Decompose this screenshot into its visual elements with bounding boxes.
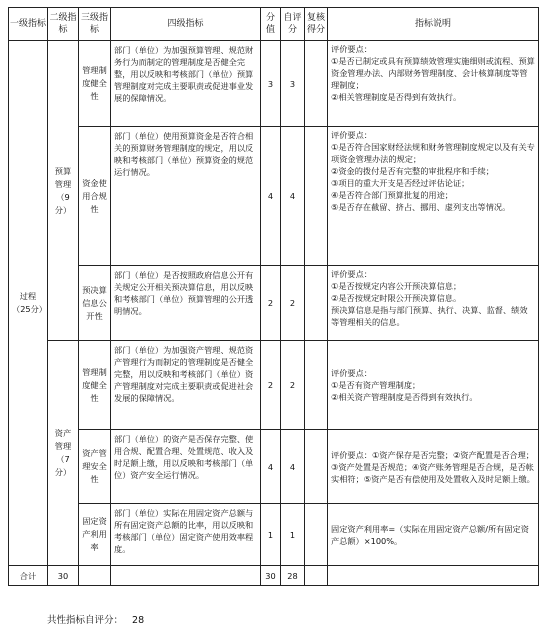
explanation-line: ①是否已制定或具有预算绩效管理实施细则或流程、预算资金管理办法、内部财务管理制度、会计核算制度等管理制度； <box>331 56 535 90</box>
total-score: 30 <box>261 566 281 586</box>
explanation-line: ②资金的拨付是否有完整的审批程序和手续； <box>331 166 494 176</box>
explanation-line: 预决算信息是指与部门预算、执行、决算、监督、绩效等管理相关的信息。 <box>331 305 528 327</box>
table-row <box>9 504 539 566</box>
explanation-line: ⑤是否存在截留、挤占、挪用、虚列支出等情况。 <box>331 202 511 212</box>
total-row <box>9 566 539 586</box>
explanation-cell <box>328 41 539 127</box>
total-label: 合计 <box>9 566 48 586</box>
explanation-line: ②是否按规定时限公开预决算信息。 <box>331 293 462 303</box>
level2-label: 资产管理（7分） <box>54 428 72 477</box>
explanation-line: ①是否符合国家财经法规和财务管理制度规定以及有关专项资金管理办法的规定； <box>331 142 535 164</box>
review-score-cell <box>305 341 328 430</box>
level3-cell: 固定资产利用率 <box>79 504 111 566</box>
header-level2: 二级指标 <box>48 8 79 41</box>
explanation-cell <box>328 127 539 266</box>
score-cell: 4 <box>261 430 281 504</box>
score-cell: 2 <box>261 341 281 430</box>
level3-cell: 资金使用合规性 <box>79 127 111 266</box>
explanation-line: ③项目的重大开支是否经过评估论证； <box>331 178 470 188</box>
header-row <box>9 8 539 41</box>
review-score-cell <box>305 504 328 566</box>
score-cell: 2 <box>261 266 281 341</box>
level2-cell <box>48 41 79 341</box>
self-score-cell: 2 <box>281 266 305 341</box>
table-row <box>9 41 539 127</box>
self-score-cell: 2 <box>281 341 305 430</box>
header-review-score: 复核得分 <box>305 8 328 41</box>
header-explanation: 指标说明 <box>328 8 539 41</box>
self-score-cell: 1 <box>281 504 305 566</box>
explanation-line: ①是否按规定内容公开预决算信息； <box>331 281 462 291</box>
total-level2-score: 30 <box>48 566 79 586</box>
review-score-cell <box>305 430 328 504</box>
explanation-line: ②相关管理制度是否得到有效执行。 <box>331 92 462 102</box>
table-row <box>9 430 539 504</box>
summary-value: 28 <box>132 615 145 626</box>
evaluation-table <box>8 7 539 586</box>
explanation-line: 评价要点： <box>331 130 372 140</box>
score-cell: 1 <box>261 504 281 566</box>
level4-cell: 部门（单位）是否按照政府信息公开有关规定公开相关预决算信息，用以反映和考核部门（单位）预算管理的公开透明情况。 <box>111 266 261 341</box>
total-self-score: 28 <box>281 566 305 586</box>
level4-cell: 部门（单位）为加强预算管理、规范财务行为而制定的管理制度是否健全完整，用以反映和考核部门（单位）预算管理制度对完成主要职责或促进事业发展的保障情况。 <box>111 41 261 127</box>
self-score-cell: 3 <box>281 41 305 127</box>
level2-cell <box>48 341 79 566</box>
total-empty-cell <box>111 566 261 586</box>
explanation-line: ②相关资产管理制度是否得到有效执行。 <box>331 392 478 402</box>
review-score-cell <box>305 266 328 341</box>
table-row <box>9 266 539 341</box>
total-review-score <box>305 566 328 586</box>
self-score-summary <box>47 612 144 626</box>
level3-cell: 资产管理安全性 <box>79 430 111 504</box>
score-cell: 4 <box>261 127 281 266</box>
header-level1: 一级指标 <box>9 8 48 41</box>
level4-cell: 部门（单位）为加强资产管理、规范资产管理行为而制定的管理制度是否健全完整，用以反映和考核部门（单位）资产管理制度对完成主要职责或促进社会发展的保障情况。 <box>111 341 261 430</box>
header-level4: 四级指标 <box>111 8 261 41</box>
level1-cell <box>9 41 48 566</box>
review-score-cell <box>305 41 328 127</box>
header-self-score: 自评分 <box>281 8 305 41</box>
self-score-cell: 4 <box>281 430 305 504</box>
level3-cell: 预决算信息公开性 <box>79 266 111 341</box>
explanation-line: ①是否有资产管理制度； <box>331 380 421 390</box>
level4-cell: 部门（单位）的资产是否保存完整、使用合规、配置合理、处置规范、收入及时足额上缴，用以反映和考核部门（单位）资产安全运行情况。 <box>111 430 261 504</box>
total-empty-cell <box>79 566 111 586</box>
score-cell: 3 <box>261 41 281 127</box>
explanation-line: 评价要点： <box>331 269 372 279</box>
level3-cell: 管理制度健全性 <box>79 41 111 127</box>
level4-cell: 部门（单位）使用预算资金是否符合相关的预算财务管理制度的规定，用以反映和考核部门（单位）预算资金的规范运行情况。 <box>111 127 261 266</box>
header-score: 分值 <box>261 8 281 41</box>
explanation-line: ④是否符合部门预算批复的用途； <box>331 190 453 200</box>
explanation-cell <box>328 430 539 504</box>
table-row <box>9 341 539 430</box>
level4-cell: 部门（单位）实际在用固定资产总额与所有固定资产总额的比率，用以反映和考核部门（单位）固定资产使用效率程度。 <box>111 504 261 566</box>
explanation-cell <box>328 504 539 566</box>
header-level3: 三级指标 <box>79 8 111 41</box>
explanation-cell <box>328 266 539 341</box>
level1-label: 过程（25分） <box>12 291 47 314</box>
explanation-line: 评价要点：①资产保存是否完整；②资产配置是否合理；③资产处置是否规范；④资产账务管理是否合规，是否帐实相符；⑤资产是否有偿使用及处置收入及时足额上缴。 <box>331 449 535 484</box>
explanation-line: 评价要点： <box>331 44 372 54</box>
table-row <box>9 127 539 266</box>
level2-label: 预算管理（9分） <box>54 165 72 215</box>
total-empty-cell <box>328 566 539 586</box>
level3-cell: 管理制度健全性 <box>79 341 111 430</box>
self-score-cell: 4 <box>281 127 305 266</box>
explanation-cell <box>328 341 539 430</box>
summary-label: 共性指标自评分： <box>47 615 124 626</box>
explanation-line: 评价要点： <box>331 368 372 378</box>
review-score-cell <box>305 127 328 266</box>
explanation-line: 固定资产利用率=（实际在用固定资产总额/所有固定资产总额）×100%。 <box>331 523 529 546</box>
